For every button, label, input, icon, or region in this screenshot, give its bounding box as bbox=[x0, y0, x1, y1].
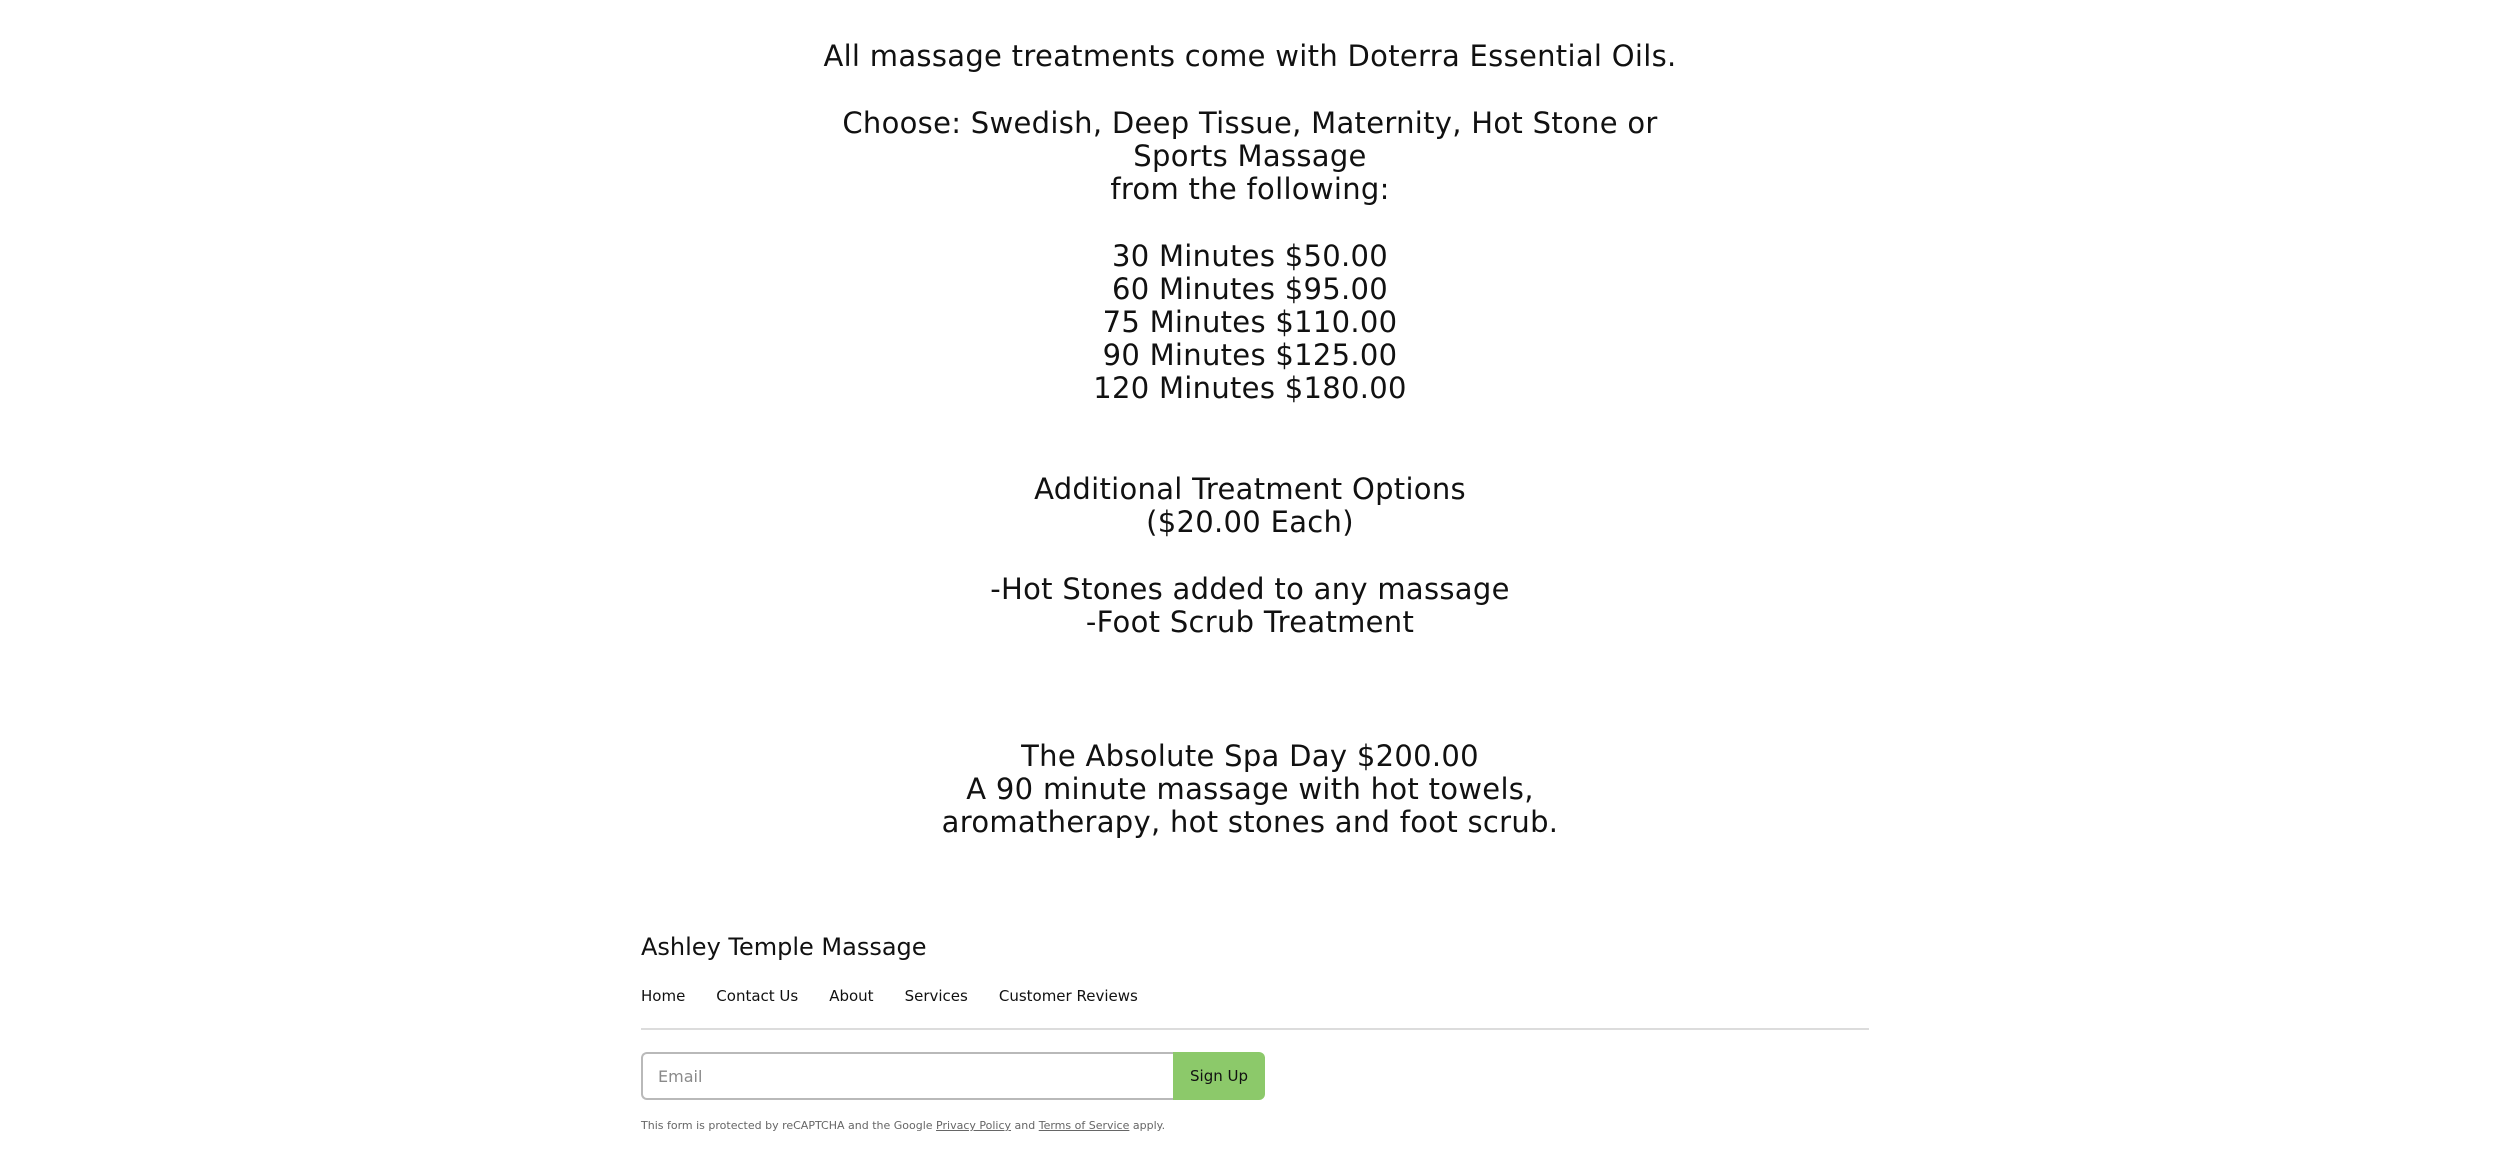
price-item: 90 Minutes $125.00 bbox=[1102, 338, 1398, 372]
additional-options-title: Additional Treatment Options bbox=[1034, 472, 1466, 506]
spa-day-title: The Absolute Spa Day $200.00 bbox=[1021, 739, 1479, 773]
services-content bbox=[0, 40, 2500, 839]
option-item: -Foot Scrub Treatment bbox=[1085, 605, 1415, 639]
footer-divider bbox=[641, 1028, 1869, 1030]
recaptcha-and: and bbox=[1014, 1119, 1036, 1132]
price-item: 75 Minutes $110.00 bbox=[1102, 305, 1398, 339]
footer-link-services[interactable]: Services bbox=[904, 987, 968, 1005]
recaptcha-suffix: apply. bbox=[1132, 1119, 1166, 1132]
choose-line-3: from the following: bbox=[1110, 172, 1390, 206]
price-item: 60 Minutes $95.00 bbox=[1111, 272, 1389, 306]
site-title: Ashley Temple Massage bbox=[641, 933, 927, 961]
terms-of-service-link[interactable]: Terms of Service bbox=[1038, 1119, 1130, 1132]
option-item: -Hot Stones added to any massage bbox=[990, 572, 1510, 606]
newsletter-signup-form bbox=[641, 1052, 1869, 1100]
footer-link-home[interactable]: Home bbox=[641, 987, 686, 1005]
footer-nav bbox=[641, 986, 1869, 1006]
intro-text: All massage treatments come with Doterra Essential Oils. bbox=[823, 39, 1677, 73]
privacy-policy-link[interactable]: Privacy Policy bbox=[936, 1119, 1012, 1132]
price-item: 120 Minutes $180.00 bbox=[1093, 371, 1407, 405]
footer-link-about[interactable]: About bbox=[829, 987, 874, 1005]
email-input[interactable] bbox=[641, 1052, 1173, 1100]
sign-up-button[interactable]: Sign Up bbox=[1173, 1052, 1265, 1100]
footer-link-customer-reviews[interactable]: Customer Reviews bbox=[998, 987, 1138, 1005]
recaptcha-prefix: This form is protected by reCAPTCHA and the Google bbox=[641, 1119, 933, 1132]
choose-line-1: Choose: Swedish, Deep Tissue, Maternity, Hot Stone or bbox=[842, 106, 1658, 140]
footer-link-contact-us[interactable]: Contact Us bbox=[716, 987, 799, 1005]
choose-line-2: Sports Massage bbox=[1133, 139, 1367, 173]
additional-options-price: ($20.00 Each) bbox=[1146, 505, 1354, 539]
price-item: 30 Minutes $50.00 bbox=[1111, 239, 1389, 273]
footer bbox=[641, 932, 1869, 1133]
spa-day-description: A 90 minute massage with hot towels, aromatherapy, hot stones and foot scrub. bbox=[941, 772, 1559, 839]
recaptcha-notice bbox=[641, 1119, 1869, 1133]
